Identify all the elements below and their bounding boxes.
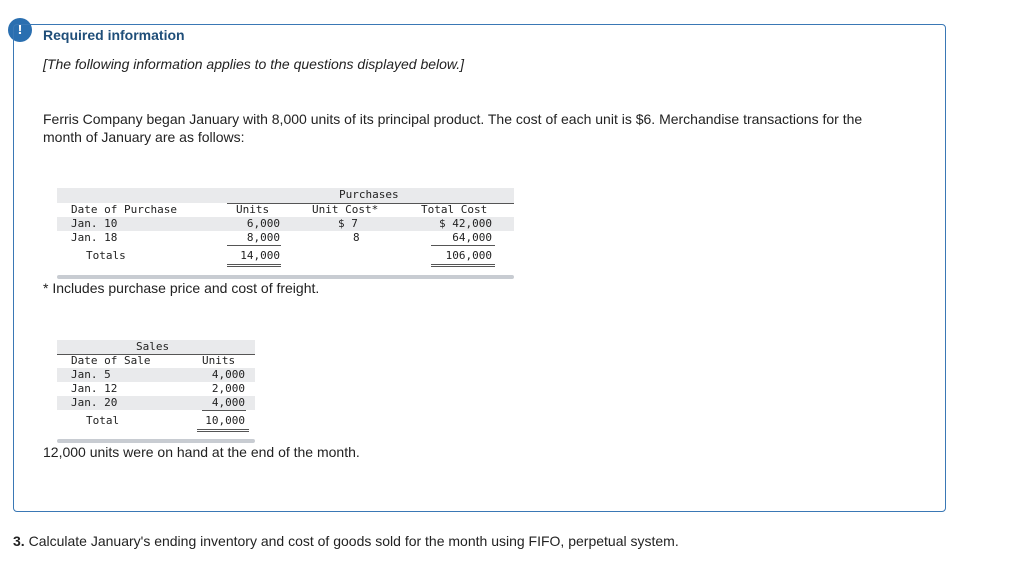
alert-icon: !	[8, 18, 32, 42]
purchase-row-date: Jan. 10	[71, 217, 118, 230]
header-date-of-sale: Date of Sale	[71, 354, 151, 367]
purchase-row-unit-cost: $ 7	[338, 217, 358, 230]
sales-table	[57, 339, 255, 445]
purchase-row-total-cost: $ 42,000	[439, 217, 492, 230]
footnote: * Includes purchase price and cost of freight.	[43, 280, 320, 296]
header-unit-cost: Unit Cost*	[312, 203, 379, 216]
purchases-table	[57, 187, 514, 279]
question-text: Calculate January's ending inventory and cost of goods sold for the month using FIFO, perpetual system.	[28, 533, 679, 549]
header-total-cost: Total Cost	[421, 203, 488, 216]
sale-row-units: 4,000	[211, 396, 245, 409]
purchases-totals-total-cost: 106,000	[445, 249, 492, 262]
purchases-totals-units: 14,000	[240, 249, 280, 262]
sales-total-label: Total	[86, 414, 120, 427]
purchase-row-units: 6,000	[246, 217, 280, 230]
purchases-totals-label: Totals	[86, 249, 126, 262]
sales-group-header: Sales	[136, 340, 170, 353]
units-on-hand-note: 12,000 units were on hand at the end of the month.	[43, 444, 360, 460]
purchase-row-total-cost: 64,000	[452, 231, 492, 244]
sale-row-date: Jan. 12	[71, 382, 118, 395]
sale-row-units: 2,000	[211, 382, 245, 395]
required-info-note: [The following information applies to the questions displayed below.]	[43, 56, 465, 72]
required-info-title: Required information	[43, 27, 185, 43]
sale-row-date: Jan. 5	[71, 368, 111, 381]
question-number: 3.	[13, 533, 25, 549]
intro-paragraph: Ferris Company began January with 8,000 units of its principal product. The cost of each unit is $6. Merchandise transactions for the month of January are as follows:	[43, 111, 863, 145]
purchases-group-header: Purchases	[339, 188, 399, 201]
header-date-of-purchase: Date of Purchase	[71, 203, 177, 216]
sale-row-date: Jan. 20	[71, 396, 118, 409]
question-3	[13, 533, 679, 549]
sales-total-units: 10,000	[205, 414, 245, 427]
purchase-row-date: Jan. 18	[71, 231, 118, 244]
purchase-row-unit-cost: 8	[353, 231, 360, 244]
sale-row-units: 4,000	[211, 368, 245, 381]
header-units: Units	[202, 354, 236, 367]
purchase-row-units: 8,000	[246, 231, 280, 244]
header-units: Units	[236, 203, 270, 216]
